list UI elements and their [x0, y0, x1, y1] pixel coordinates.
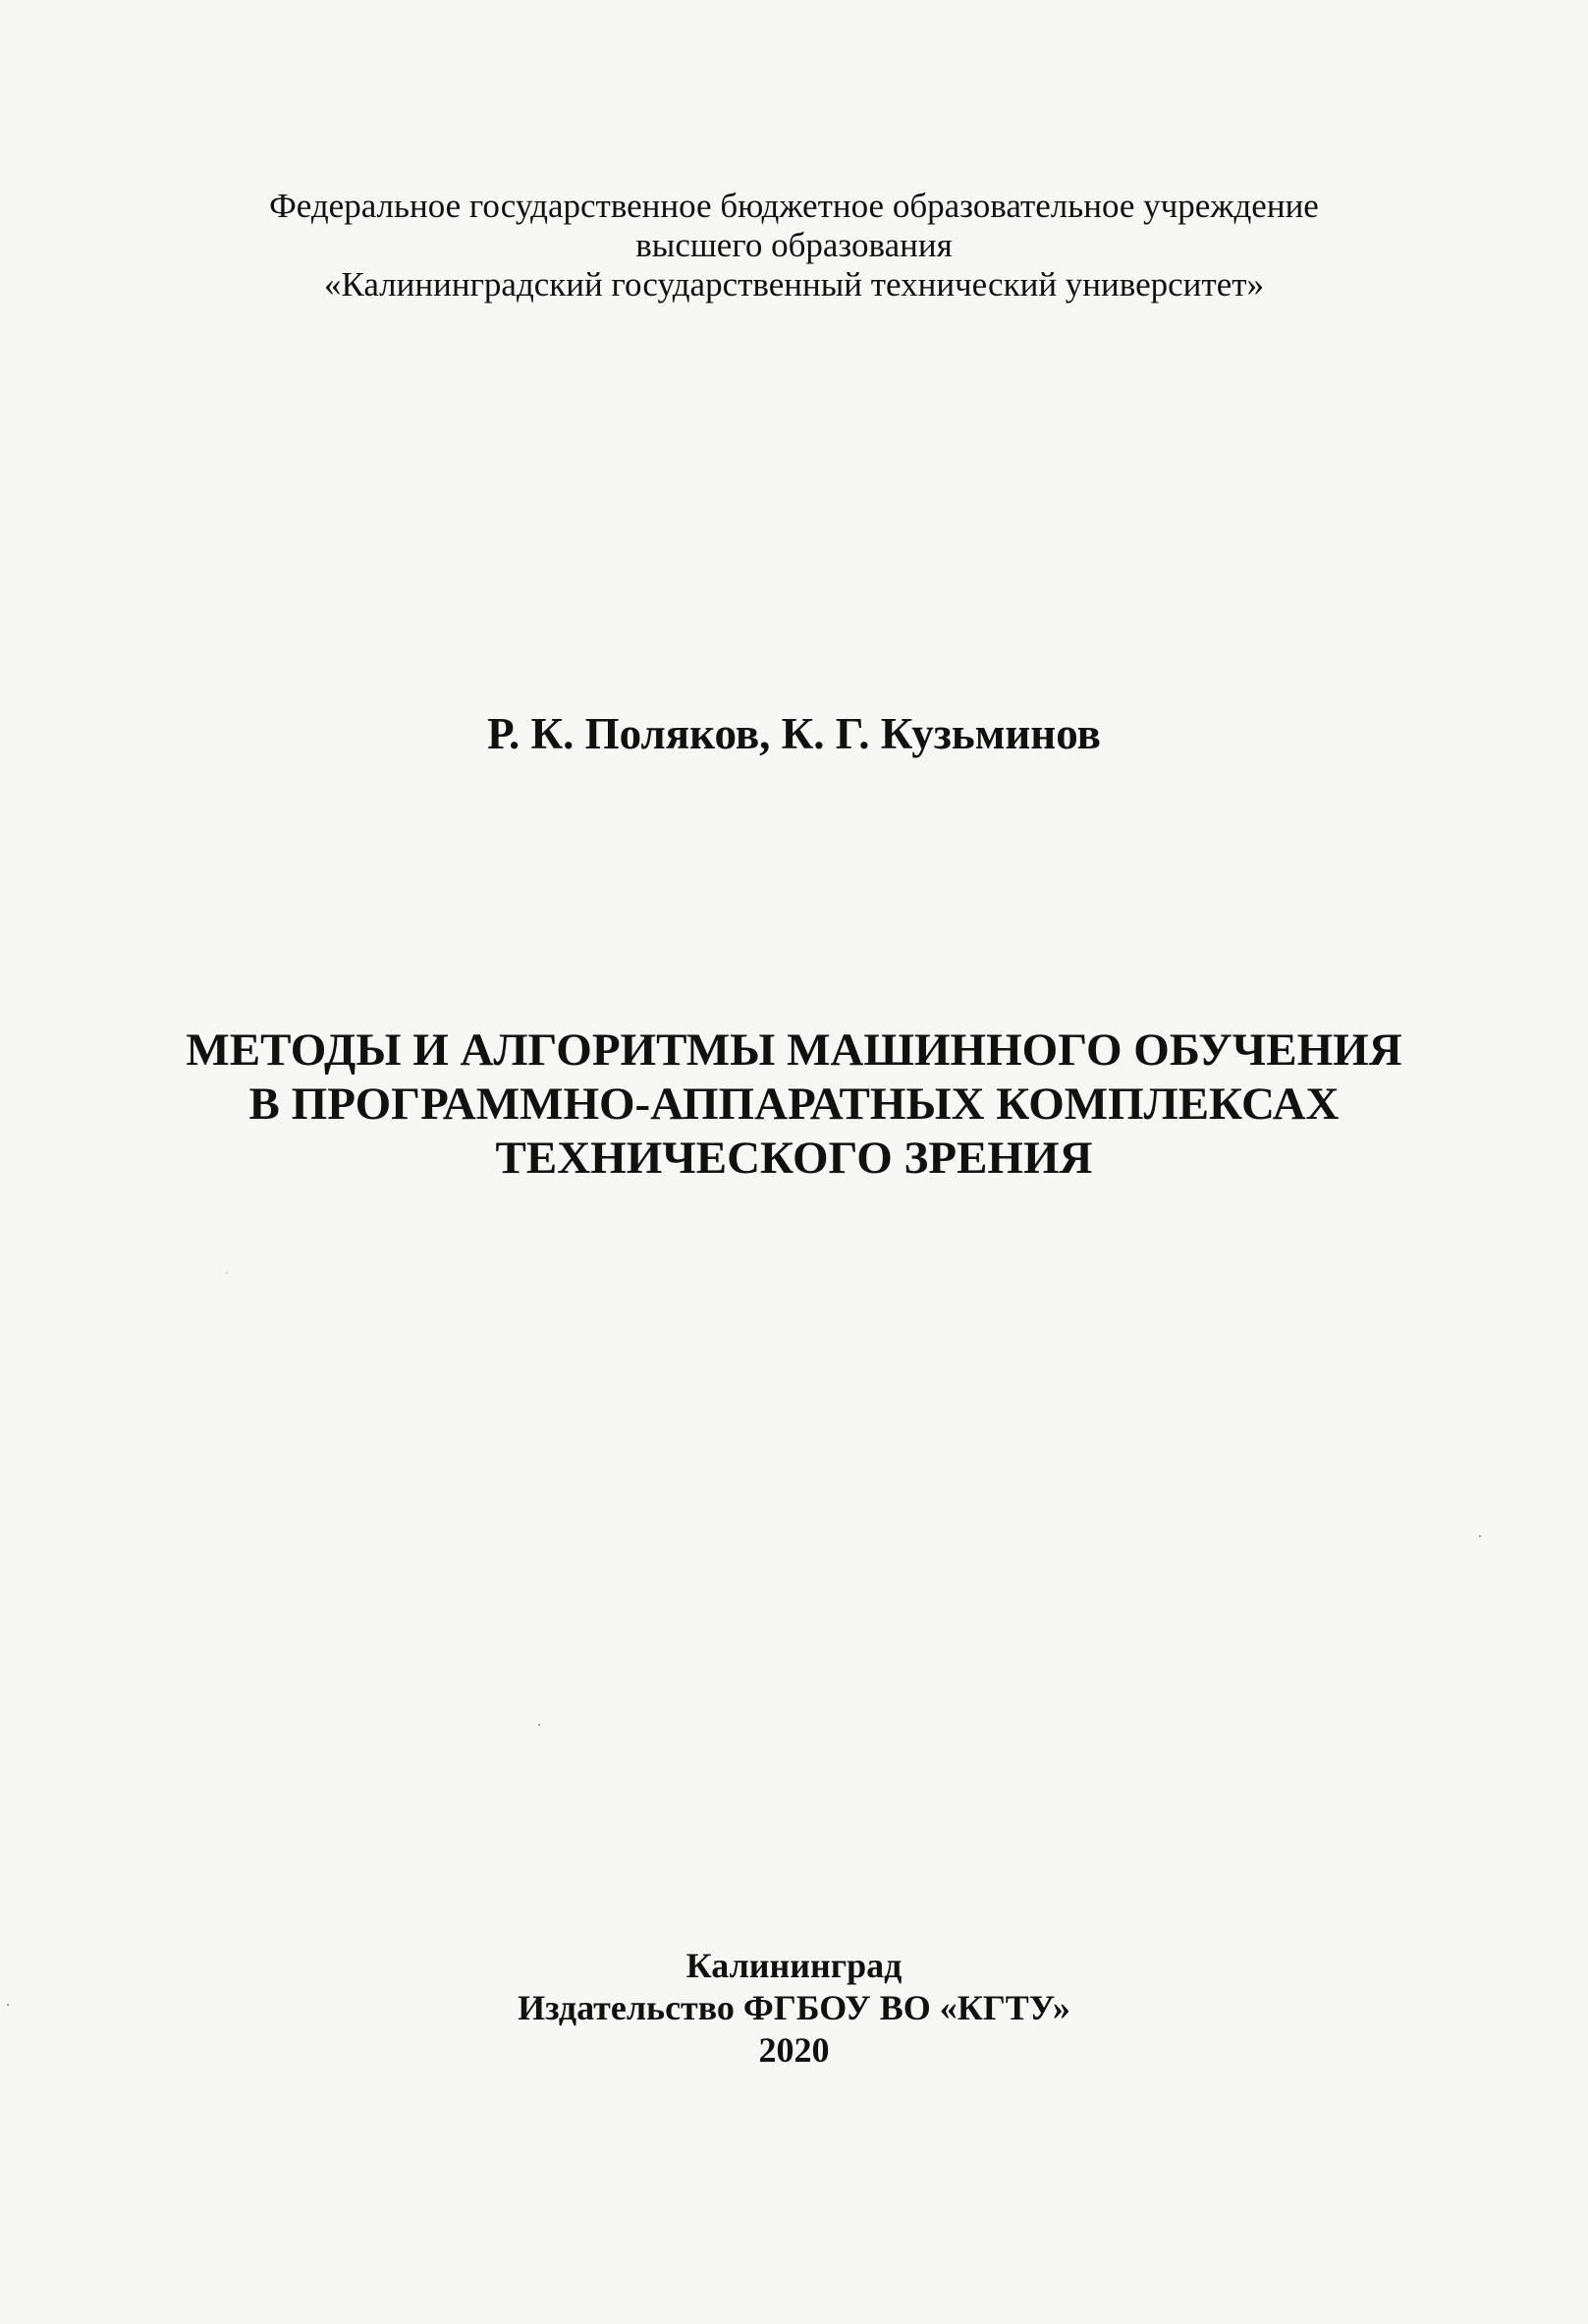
- institution-header: [0, 187, 1588, 304]
- scan-speck: [1479, 1535, 1481, 1537]
- institution-line-2: высшего образования: [635, 226, 953, 264]
- authors: Р. К. Поляков, К. Г. Кузьминов: [487, 709, 1101, 758]
- imprint: [0, 1945, 1588, 2072]
- imprint-city: Калининград: [685, 1946, 903, 1985]
- title-line-1: МЕТОДЫ И АЛГОРИТМЫ МАШИННОГО ОБУЧЕНИЯ: [186, 1024, 1402, 1076]
- title-line-3: ТЕХНИЧЕСКОГО ЗРЕНИЯ: [495, 1133, 1093, 1184]
- book-title: [0, 1024, 1588, 1186]
- imprint-publisher: Издательство ФГБОУ ВО «КГТУ»: [518, 1988, 1070, 2027]
- scan-speck: [226, 1272, 228, 1274]
- title-line-2: В ПРОГРАММНО-АППАРАТНЫХ КОМПЛЕКСАХ: [248, 1079, 1340, 1130]
- institution-line-1: Федеральное государственное бюджетное образовательное учреждение: [269, 187, 1319, 225]
- imprint-year: 2020: [758, 2030, 830, 2070]
- institution-line-3: «Калининградский государственный технический университет»: [323, 265, 1265, 304]
- scan-speck: [7, 2004, 9, 2006]
- scan-speck: [538, 1724, 540, 1726]
